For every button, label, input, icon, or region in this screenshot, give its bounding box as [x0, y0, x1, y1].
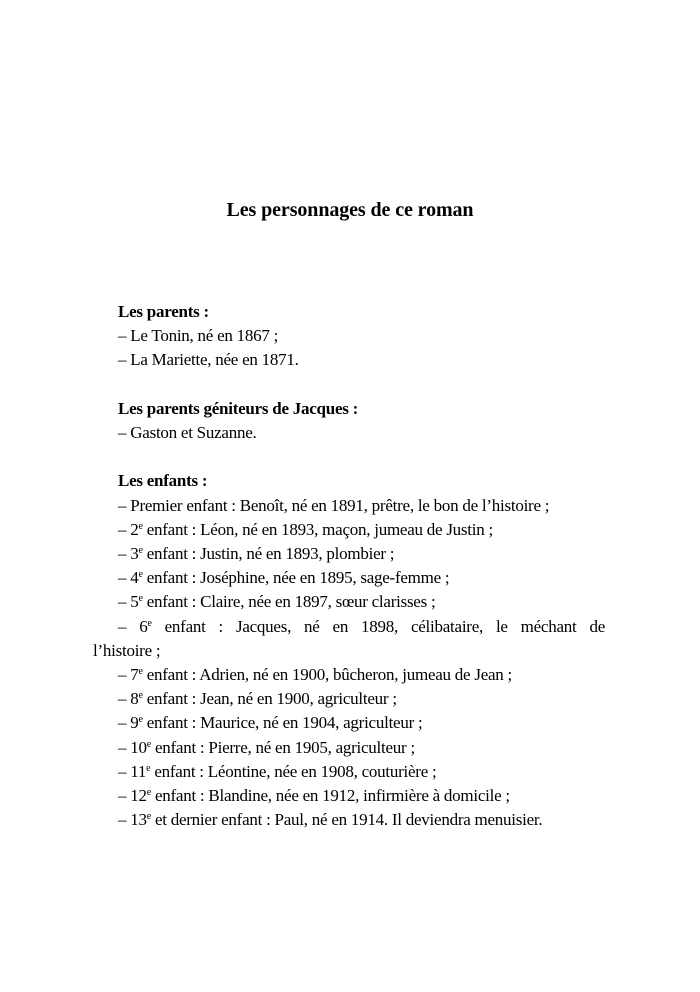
- list-item: – 12e enfant : Blandine, née en 1912, infirmière à domicile ;: [118, 786, 510, 806]
- list-item-sixth-continuation: l’histoire ;: [93, 640, 161, 660]
- list-item: – 13e et dernier enfant : Paul, né en 1914. Il deviendra menuisier.: [118, 810, 543, 830]
- list-item: – 3e enfant : Justin, né en 1893, plombier ;: [118, 544, 395, 563]
- list-item: – 5e enfant : Claire, née en 1897, sœur clarisses ;: [118, 592, 436, 612]
- character-list: [93, 300, 605, 832]
- list-item: – Le Tonin, né en 1867 ;: [118, 326, 279, 346]
- list-item: – 2e enfant : Léon, né en 1893, maçon, jumeau de Justin ;: [118, 519, 493, 539]
- section-heading-genitors: Les parents géniteurs de Jacques :: [118, 398, 359, 418]
- list-item: – 10e enfant : Pierre, né en 1905, agriculteur ;: [118, 737, 415, 757]
- list-item: – Gaston et Suzanne.: [118, 423, 257, 442]
- list-item: – Premier enfant : Benoît, né en 1891, prêtre, le bon de l’histoire ;: [118, 495, 550, 515]
- list-item: – La Mariette, née en 1871.: [118, 350, 299, 370]
- section-heading-children: Les enfants :: [118, 471, 208, 491]
- list-item: – 11e enfant : Léontine, née en 1908, couturière ;: [118, 761, 437, 781]
- section-heading-parents: Les parents :: [118, 302, 209, 321]
- page-title: Les personnages de ce roman: [226, 199, 474, 221]
- list-item-sixth: – 6e enfant : Jacques, né en 1898, célibataire, le méchant de: [118, 616, 605, 636]
- list-item: – 9e enfant : Maurice, né en 1904, agriculteur ;: [118, 713, 423, 733]
- list-item: – 4e enfant : Joséphine, née en 1895, sage-femme ;: [118, 568, 450, 588]
- list-item: – 8e enfant : Jean, né en 1900, agriculteur ;: [118, 689, 397, 709]
- list-item: – 7e enfant : Adrien, né en 1900, bûcheron, jumeau de Jean ;: [118, 665, 513, 685]
- spacer: [93, 373, 605, 397]
- spacer: [93, 445, 605, 469]
